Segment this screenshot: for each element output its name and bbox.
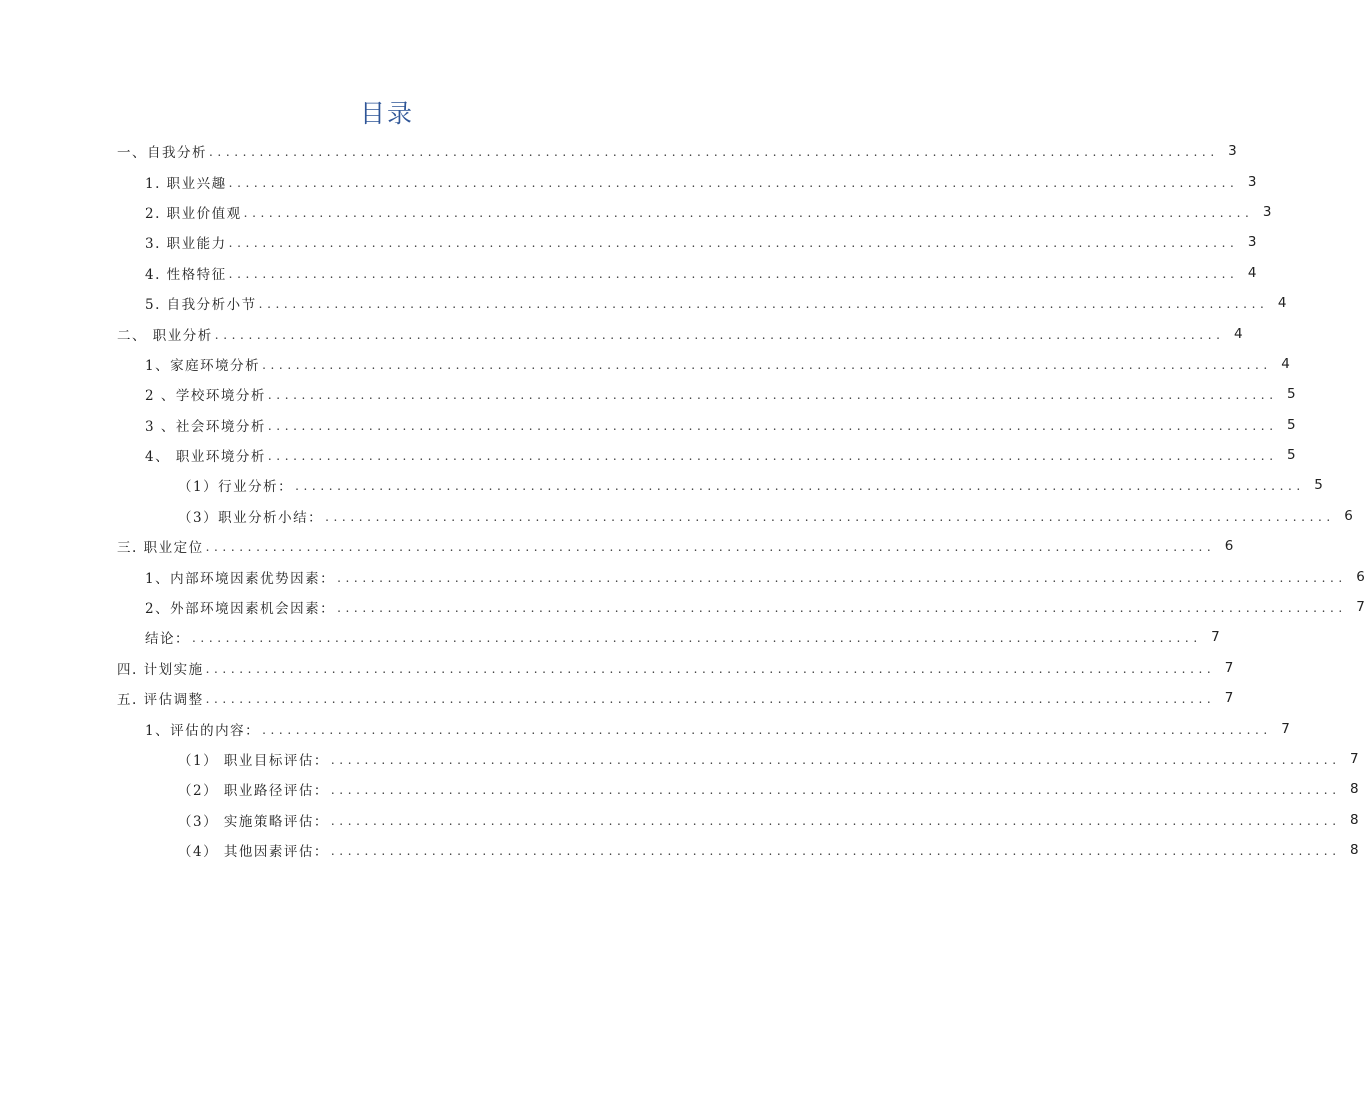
toc-entry-label: 2、外部环境因素机会因素： <box>145 601 336 618</box>
toc-entry-label: 3. 职业能力 <box>145 236 227 253</box>
toc-dot-leader: ........................................................................................................................ <box>330 753 1341 767</box>
toc-dot-leader: ........................................................................................................................ <box>209 145 1219 160</box>
toc-entry-label: （2） 职业路径评估： <box>178 783 329 800</box>
toc-entry-label: （3）职业分析小结： <box>178 509 324 526</box>
toc-entry[interactable] <box>0 136 1237 166</box>
toc-dot-leader: ........................................................................................................................ <box>205 692 1216 707</box>
toc-entry-label: 4. 性格特征 <box>145 266 227 283</box>
toc-entry[interactable] <box>0 531 1234 561</box>
toc-entry[interactable] <box>0 835 1359 865</box>
toc-dot-leader: ........................................................................................................................ <box>267 388 1278 403</box>
toc-entry-label: 五. 评估调整 <box>117 692 204 709</box>
toc-entry[interactable] <box>0 713 1290 743</box>
toc-entry[interactable] <box>0 744 1359 774</box>
toc-entry-page-number: 3 <box>1228 143 1237 160</box>
toc-entry-page-number: 4 <box>1233 325 1243 342</box>
toc-entry-page-number: 7 <box>1224 659 1234 676</box>
toc-entry[interactable] <box>0 774 1359 804</box>
toc-entry[interactable] <box>0 349 1290 379</box>
toc-entry-page-number: 3 <box>1247 173 1257 190</box>
toc-entry-page-number: 6 <box>1356 568 1365 585</box>
toc-entry-page-number: 8 <box>1350 811 1359 828</box>
toc-entry-page-number: 3 <box>1262 203 1272 220</box>
toc-entry[interactable] <box>0 227 1257 257</box>
toc-dot-leader: ........................................................................................................................ <box>262 722 1272 737</box>
toc-entry-label: 1、内部环境因素优势因素： <box>145 570 336 587</box>
toc-entry-page-number: 5 <box>1287 447 1296 464</box>
toc-entry[interactable] <box>0 622 1220 652</box>
toc-entry-label: 1. 职业兴趣 <box>145 175 227 192</box>
toc-entry-page-number: 4 <box>1247 264 1257 281</box>
toc-entry-page-number: 7 <box>1224 690 1234 707</box>
toc-entry-page-number: 5 <box>1314 477 1323 494</box>
toc-entry-label: 4、 职业环境分析 <box>145 449 266 466</box>
toc-entry-label: （1） 职业目标评估： <box>178 753 329 769</box>
toc-dot-leader: ........................................................................................................................ <box>337 601 1347 616</box>
toc-dot-leader: ........................................................................................................................ <box>243 205 1254 220</box>
toc-dot-leader: ........................................................................................................................ <box>295 479 1305 494</box>
toc-entry[interactable] <box>0 258 1257 288</box>
toc-entry[interactable] <box>0 379 1296 409</box>
toc-entry-label: （4） 其他因素评估： <box>178 844 329 861</box>
toc-entry-page-number: 5 <box>1287 386 1296 403</box>
toc-dot-leader: ........................................................................................................................ <box>330 783 1341 798</box>
toc-dot-leader: ........................................................................................................................ <box>228 175 1239 190</box>
toc-dot-leader: ........................................................................................................................ <box>330 813 1341 828</box>
toc-entry-label: （3） 实施策略评估： <box>178 813 329 830</box>
toc-entry-page-number: 7 <box>1211 629 1220 646</box>
toc-entry-label: （1）行业分析： <box>178 479 294 496</box>
toc-dot-leader: ........................................................................................................................ <box>325 509 1335 524</box>
toc-entry-label: 二、 职业分析 <box>117 327 213 344</box>
toc-entry[interactable] <box>0 440 1296 470</box>
toc-entry-page-number: 8 <box>1350 842 1359 859</box>
toc-entry-page-number: 8 <box>1350 781 1359 798</box>
toc-dot-leader: ........................................................................................................................ <box>214 327 1225 342</box>
toc-entry-label: 结论： <box>145 631 190 648</box>
toc-entry-label: 2. 职业价值观 <box>145 205 242 222</box>
toc-entry-label: 2 、学校环境分析 <box>145 388 266 405</box>
toc-entry[interactable] <box>0 501 1353 531</box>
toc-entry-page-number: 7 <box>1356 599 1365 616</box>
toc-entry[interactable] <box>0 805 1359 835</box>
toc-entry-label: 1、家庭环境分析 <box>145 357 261 374</box>
toc-entry-page-number: 6 <box>1224 538 1234 555</box>
toc-entry-page-number: 4 <box>1277 295 1287 312</box>
toc-entry[interactable] <box>0 592 1365 622</box>
toc-entry[interactable] <box>0 653 1234 683</box>
toc-entry-page-number: 5 <box>1287 416 1296 433</box>
toc-entry[interactable] <box>0 288 1287 318</box>
toc-dot-leader: ........................................................................................................................ <box>262 357 1272 372</box>
toc-list <box>0 136 1365 865</box>
toc-entry-page-number: 4 <box>1281 355 1290 372</box>
toc-dot-leader: ........................................................................................................................ <box>267 449 1278 464</box>
toc-entry-label: 四. 计划实施 <box>117 661 204 678</box>
toc-entry[interactable] <box>0 410 1296 440</box>
toc-entry[interactable] <box>0 318 1243 348</box>
toc-entry-label: 5. 自我分析小节 <box>145 297 257 314</box>
toc-dot-leader: ........................................................................................................................ <box>205 661 1216 676</box>
toc-dot-leader: ........................................................................................................................ <box>337 570 1347 585</box>
toc-dot-leader: ........................................................................................................................ <box>228 266 1239 281</box>
toc-dot-leader: ........................................................................................................................ <box>330 844 1341 859</box>
toc-entry-page-number: 3 <box>1247 234 1257 251</box>
toc-entry-label: 1、评估的内容： <box>145 722 261 739</box>
toc-entry[interactable] <box>0 197 1272 227</box>
toc-dot-leader: ........................................................................................................................ <box>192 631 1202 646</box>
toc-dot-leader: ........................................................................................................................ <box>228 236 1239 251</box>
toc-dot-leader: ........................................................................................................................ <box>267 418 1278 433</box>
toc-entry[interactable] <box>0 166 1257 196</box>
toc-entry-page-number: 6 <box>1344 507 1353 524</box>
toc-entry-page-number: 7 <box>1281 720 1290 737</box>
toc-entry-label: 三. 职业定位 <box>117 540 204 557</box>
toc-entry[interactable] <box>0 470 1323 500</box>
toc-dot-leader: ........................................................................................................................ <box>258 297 1269 312</box>
toc-entry-page-number: 7 <box>1350 751 1359 767</box>
toc-title: 目录 <box>359 99 414 128</box>
toc-entry[interactable] <box>0 561 1365 591</box>
toc-entry-label: 一、自我分析 <box>117 145 207 162</box>
toc-entry-label: 3 、社会环境分析 <box>145 418 266 435</box>
toc-entry[interactable] <box>0 683 1234 713</box>
toc-dot-leader: ........................................................................................................................ <box>205 540 1216 555</box>
